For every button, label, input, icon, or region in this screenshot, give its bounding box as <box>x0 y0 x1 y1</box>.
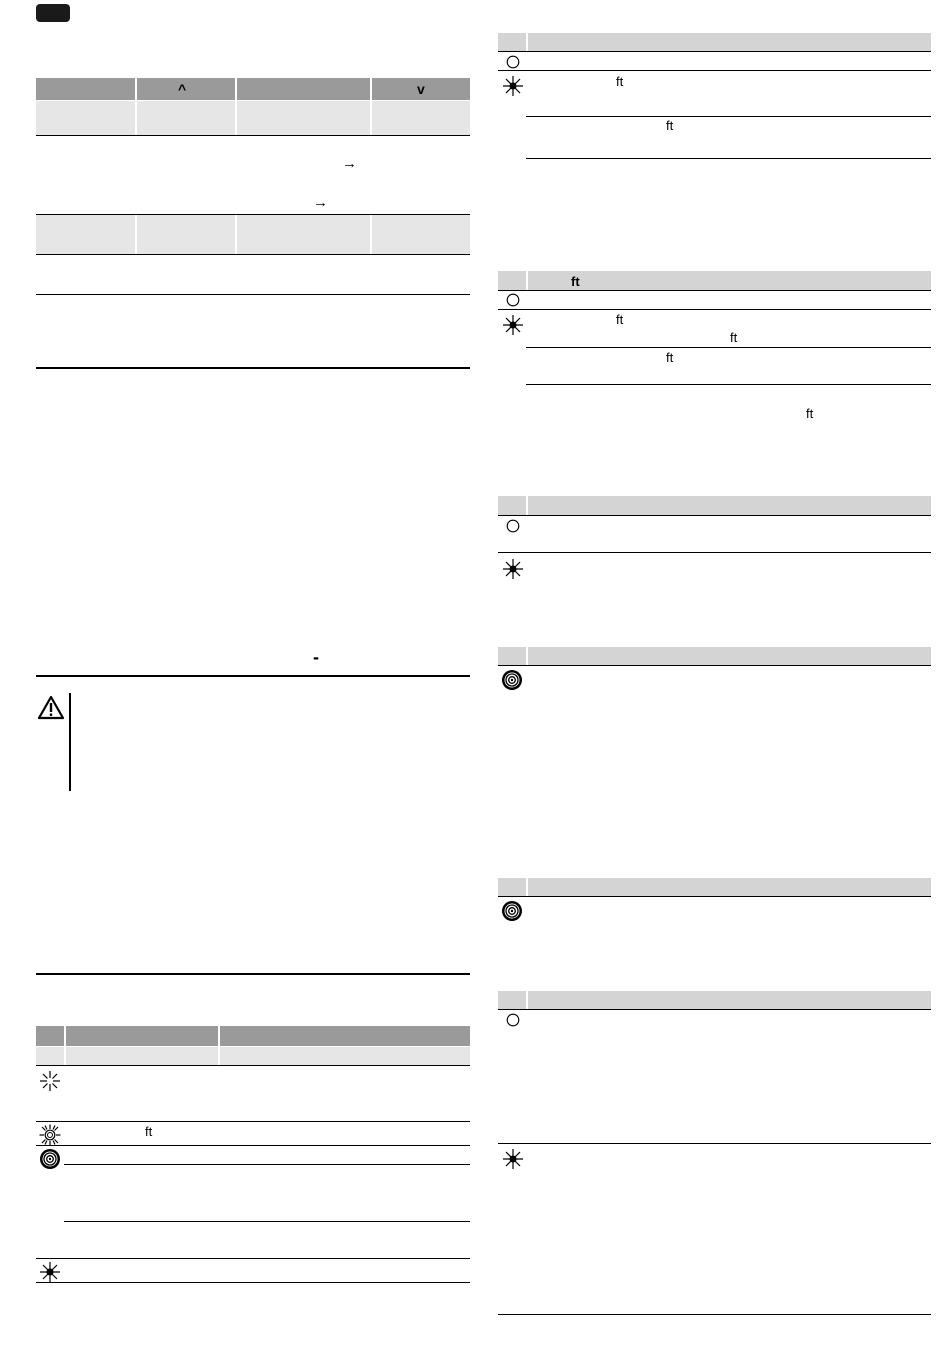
arrow-symbol: → <box>313 194 328 211</box>
legend-header-sep <box>218 1026 220 1046</box>
block-b-header-sep <box>526 271 528 290</box>
target-burst-icon <box>501 900 523 922</box>
circle-icon <box>506 293 520 307</box>
circle-icon <box>506 55 520 69</box>
block-b-rule <box>498 309 931 310</box>
section-divider <box>36 675 470 677</box>
sun-icon <box>39 1261 61 1283</box>
unit-label: ft <box>666 350 674 365</box>
circle-icon <box>506 1013 520 1027</box>
block-c-rule <box>498 552 931 553</box>
block-d-header-sep <box>526 647 528 665</box>
table1-header-sep <box>370 78 372 100</box>
table1-row-sep <box>235 101 237 135</box>
block-f-header-sep <box>526 991 528 1009</box>
block-c-rule <box>498 515 931 516</box>
sun-ring-icon <box>39 1124 61 1146</box>
block-e-rule <box>498 896 931 897</box>
block-b-rule <box>526 347 931 348</box>
block-c-header <box>498 496 931 515</box>
legend-header <box>36 1026 470 1046</box>
table1-row-sep <box>235 214 237 254</box>
warning-bar <box>69 693 71 791</box>
target-burst-icon <box>501 669 523 691</box>
unit-label: ft <box>730 330 738 345</box>
block-b-rule <box>526 384 931 385</box>
caret-up-symbol: ^ <box>178 81 187 97</box>
unit-label: ft <box>806 406 814 421</box>
unit-label: ft <box>616 74 624 89</box>
legend-rule <box>36 1121 470 1122</box>
warning-triangle-icon <box>37 695 65 720</box>
table1-rule <box>36 214 470 215</box>
legend-rule <box>36 1065 470 1066</box>
legend-rule <box>36 1145 470 1146</box>
sun-outline-icon <box>39 1070 61 1092</box>
legend-rule <box>36 1282 470 1283</box>
block-e-header-sep <box>526 878 528 896</box>
legend-subheader-sep <box>64 1047 66 1065</box>
block-a-rule <box>526 158 931 159</box>
table1-rule <box>36 294 470 295</box>
dash-symbol: - <box>313 647 319 667</box>
table1-header-sep <box>135 78 137 100</box>
block-a-header-sep <box>526 33 528 51</box>
target-burst-icon <box>39 1148 61 1170</box>
arrow-symbol: → <box>342 155 357 172</box>
table1-header <box>36 78 470 100</box>
unit-label: ft <box>666 118 674 133</box>
sun-icon <box>502 558 524 580</box>
unit-label: ft <box>571 274 580 289</box>
block-a-rule <box>526 116 931 117</box>
legend-rule <box>64 1221 470 1222</box>
block-d-rule <box>498 665 931 666</box>
block-d-header <box>498 647 931 665</box>
block-f-rule <box>498 1143 931 1144</box>
table1-row-shaded <box>36 101 470 135</box>
block-b-rule <box>498 290 931 291</box>
block-a-header <box>498 33 931 51</box>
block-f-rule <box>498 1009 931 1010</box>
block-f-header <box>498 991 931 1009</box>
block-e-header <box>498 878 931 896</box>
block-a-rule <box>498 70 931 71</box>
section-divider <box>36 973 470 975</box>
sun-icon <box>502 1148 524 1170</box>
table1-header-sep <box>235 78 237 100</box>
table1-row-sep <box>370 214 372 254</box>
legend-header-sep <box>64 1026 66 1046</box>
section-divider <box>36 367 470 369</box>
table1-row-sep <box>370 101 372 135</box>
table1-rule <box>36 254 470 255</box>
block-b-header <box>498 271 931 290</box>
block-f-rule <box>498 1314 931 1315</box>
legend-subheader <box>36 1047 470 1065</box>
table1-rule <box>36 135 470 136</box>
table1-row-shaded <box>36 214 470 254</box>
block-c-header-sep <box>526 496 528 515</box>
unit-label: ft <box>145 1124 153 1139</box>
unit-label: ft <box>616 312 624 327</box>
table1-row-sep <box>135 101 137 135</box>
legend-rule <box>64 1164 470 1165</box>
legend-subheader-sep <box>218 1047 220 1065</box>
legend-rule <box>36 1258 470 1259</box>
block-a-rule <box>498 51 931 52</box>
sun-icon <box>502 75 524 97</box>
caret-down-symbol: v <box>417 81 425 97</box>
circle-icon <box>506 519 520 533</box>
table1-row-sep <box>135 214 137 254</box>
language-badge <box>36 4 70 22</box>
sun-icon <box>502 314 524 336</box>
